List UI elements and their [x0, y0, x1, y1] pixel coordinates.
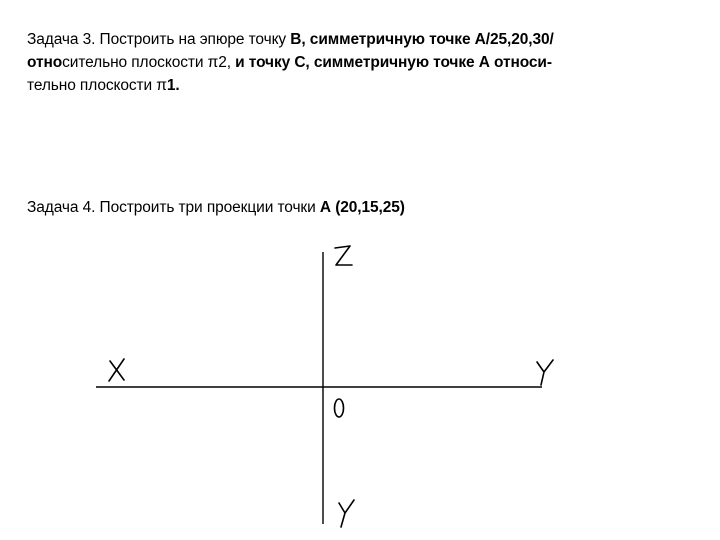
task3-text-run: Задача 3. Построить на эпюре точку: [27, 31, 291, 48]
task3-text-run: 1.: [166, 77, 180, 94]
axis-label-x: [109, 359, 124, 381]
task3-text-run: сительно плоскости π2,: [62, 54, 236, 71]
task3-text-run: отно: [27, 54, 63, 71]
task3-text-run: и точку С, симметричную точке А относи-: [235, 54, 552, 71]
task4-text-run: А (20,15,25): [319, 199, 405, 216]
task4-text-run: Задача 4. Построить три проекции точки: [27, 199, 320, 216]
task3-text-run: В, симметричную точке А/25,20,30/: [290, 31, 554, 48]
task3-text-run: тельно плоскости π: [27, 77, 167, 94]
axis-label-z: [335, 246, 352, 265]
axis-label-y-right: [537, 360, 553, 385]
axis-label-origin: [335, 399, 344, 417]
axis-label-y-down: [339, 500, 354, 527]
